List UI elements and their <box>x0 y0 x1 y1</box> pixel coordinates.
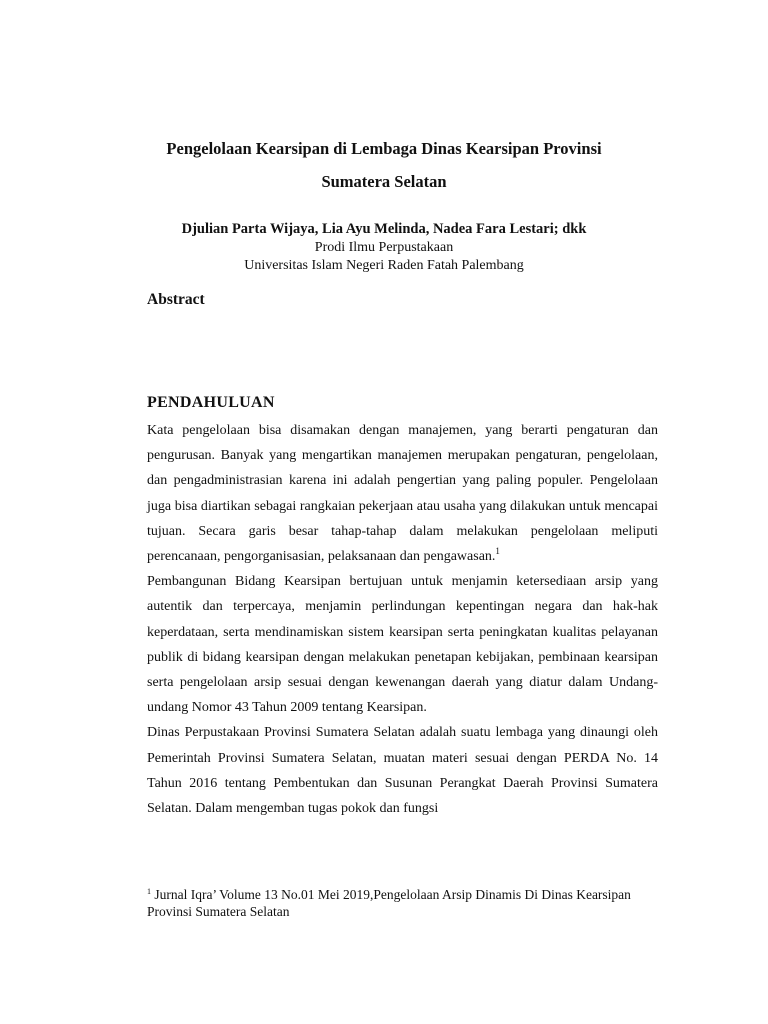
body-text <box>147 418 658 821</box>
paragraph-1-text: Kata pengelolaan bisa disamakan dengan manajemen, yang berarti pengaturan dan pengurusan. Banyak yang mengartikan manajemen merupakan pengaturan, pengelolaan, dan pengadministrasian karena ini adalah pengertian yang paling populer. Pengelolaan juga bisa diartikan sebagai rangkaian pekerjaan atau usaha yang dilakukan untuk mencapai tujuan. Secara garis besar tahap-tahap dalam melakukan pengelolaan meliputi perencanaan, pengorganisasian, pelaksanaan dan pengawasan. <box>147 423 658 565</box>
paragraph-3: Dinas Perpustakaan Provinsi Sumatera Selatan adalah suatu lembaga yang dinaungi oleh Pemerintah Provinsi Sumatera Selatan, muatan materi sesuai dengan PERDA No. 14 Tahun 2016 tentang Pembentukan dan Susunan Perangkat Daerah Provinsi Sumatera Selatan. Dalam mengemban tugas pokok dan fungsi <box>147 725 658 817</box>
footnote-text: Jurnal Iqra’ Volume 13 No.01 Mei 2019,Pengelolaan Arsip Dinamis Di Dinas Kearsipan Provinsi Sumatera Selatan <box>147 887 631 919</box>
footnote-mark: 1 <box>147 887 151 896</box>
title-line-2: Sumatera Selatan <box>321 172 447 191</box>
paragraph-2: Pembangunan Bidang Kearsipan bertujuan untuk menjamin ketersediaan arsip yang autentik dan terpercaya, menjamin perlindungan kepentingan negara dan hak-hak keperdataan, serta mendinamiskan sistem kearsipan serta peningkatan kualitas pelayanan publik di bidang kearsipan dengan melakukan penetapan kebijakan, pembinaan kearsipan serta pengelolaan arsip sesuai dengan kewenangan daerah yang diatur dalam Undang-undang Nomor 43 Tahun 2009 tentang Kearsipan. <box>147 574 658 716</box>
study-program: Prodi Ilmu Perpustakaan <box>314 240 454 255</box>
abstract-heading: Abstract <box>147 291 205 308</box>
page-title <box>100 132 668 198</box>
footnote <box>147 886 667 920</box>
university-name: Universitas Islam Negeri Raden Fatah Palembang <box>244 258 524 273</box>
author-list: Djulian Parta Wijaya, Lia Ayu Melinda, Nadea Fara Lestari; dkk <box>181 221 587 237</box>
footnote-reference: 1 <box>495 546 500 557</box>
paragraph-1 <box>147 418 658 569</box>
section-heading-pendahuluan: PENDAHULUAN <box>147 394 275 411</box>
title-line-1: Pengelolaan Kearsipan di Lembaga Dinas Kearsipan Provinsi <box>166 139 602 158</box>
